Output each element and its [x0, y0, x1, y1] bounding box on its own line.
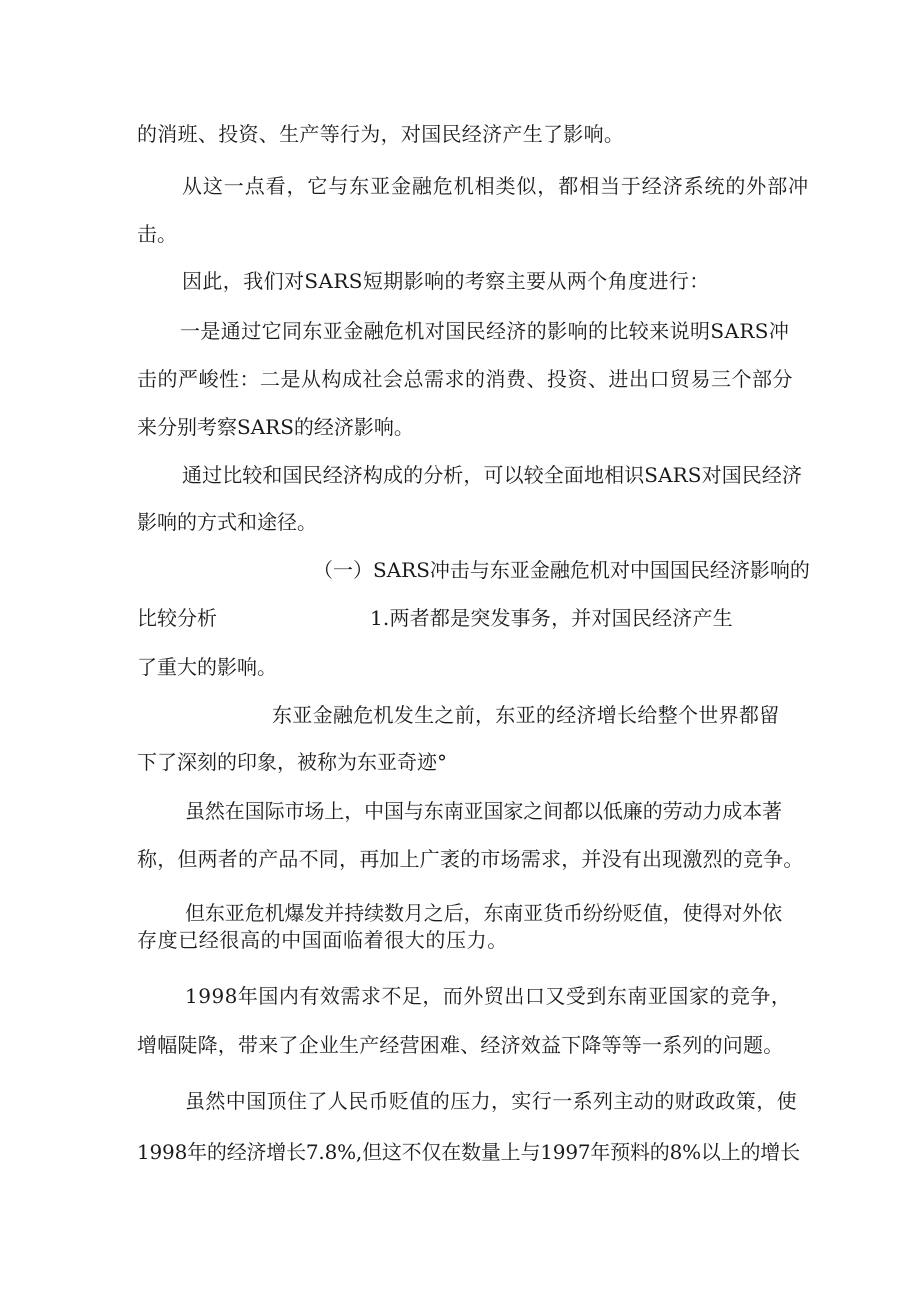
section-heading: （一）SARS冲击与东亚金融危机对中国国民经济影响的	[313, 558, 810, 582]
text-line: 东亚金融危机发生之前，东亚的经济增长给整个世界都留	[272, 703, 780, 727]
text-line: 的消班、投资、生产等行为，对国民经济产生了影响。	[137, 122, 625, 146]
text-line: 击的严峻性：二是从构成社会总需求的消费、投资、进出口贸易三个部分	[137, 367, 793, 391]
subsection-heading: 1.两者都是突发事务，并对国民经济产生	[370, 606, 733, 630]
text-line: 影响的方式和途径。	[137, 510, 317, 534]
text-line: 1998年国内有效需求不足，而外贸出口又受到东南亚国家的竞争，	[185, 984, 792, 1008]
text-line: 增幅陡降，带来了企业生产经营困难、经济效益下降等等一系列的问题。	[137, 1033, 784, 1057]
text-line: 通过比较和国民经济构成的分析，可以较全面地相识SARS对国民经济	[182, 463, 803, 487]
text-line: 存度已经很高的中国面临着很大的压力。	[137, 928, 508, 952]
text-line: 1998年的经济增长7.8%,但这不仅在数量上与1997年预料的8%以上的增长	[137, 1140, 800, 1164]
text-line: 从这一点看，它与东亚金融危机相类似，都相当于经济系统的外部冲	[182, 174, 809, 198]
text-line: 虽然中国顶住了人民币贬值的压力，实行一系列主动的财政政策，使	[185, 1089, 797, 1113]
section-heading: 比较分析	[137, 606, 217, 630]
text-line: 一是通过它同东亚金融危机对国民经济的影响的比较来说明SARS冲	[180, 319, 790, 343]
text-line: 来分别考察SARS的经济影响。	[137, 415, 414, 439]
text-line: 称，但两者的产品不同，再加上广袤的市场需求，并没有出现激烈的竞争。	[137, 847, 804, 871]
text-line: 了重大的影响。	[137, 655, 277, 679]
text-line: 击。	[137, 222, 177, 246]
text-line: 因此，我们对SARS短期影响的考察主要从两个角度进行：	[182, 269, 710, 293]
text-line: 虽然在国际市场上，中国与东南亚国家之间都以低廉的劳动力成本著	[185, 799, 782, 823]
text-line: 下了深刻的印象，被称为东亚奇迹°	[137, 750, 447, 774]
text-line: 但东亚危机爆发并持续数月之后，东南亚货币纷纷贬值，使得对外依	[185, 901, 782, 925]
